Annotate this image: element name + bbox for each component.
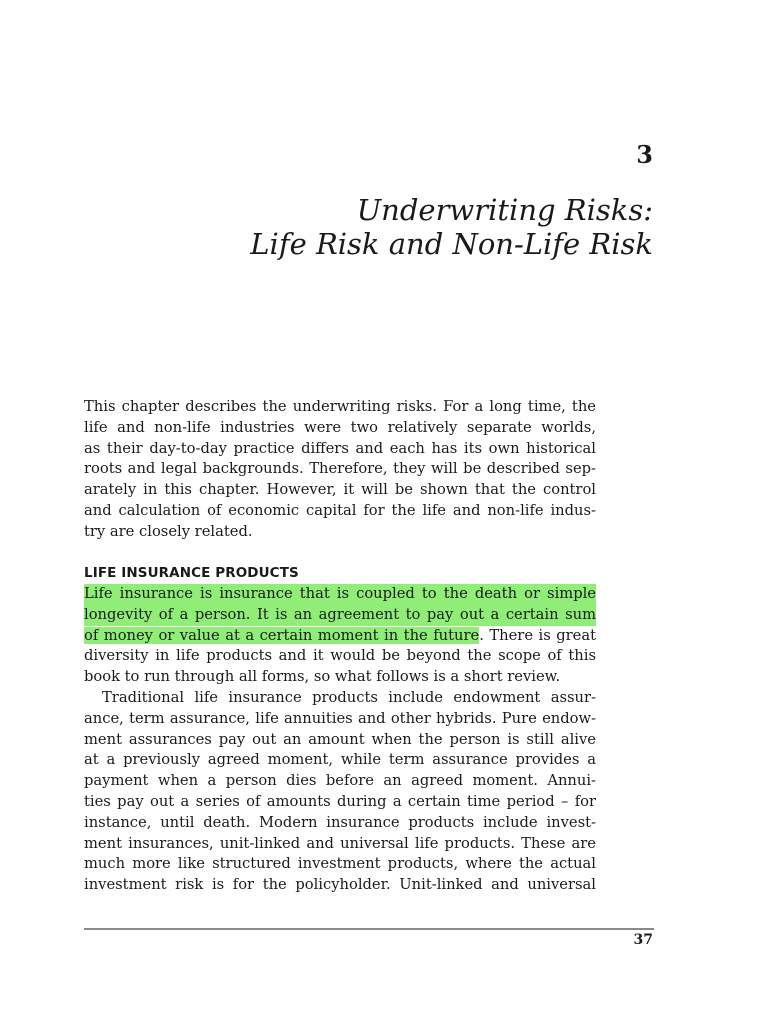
mixed-line (84, 626, 596, 647)
body-line: diversity in life products and it would be beyond the scope of this (84, 647, 596, 665)
body-line: at a previously agreed moment, while term assurance provides a (84, 751, 596, 769)
intro-line: life and non-life industries were two relatively separate worlds, (84, 418, 596, 436)
intro-line: arately in this chapter. However, it will be shown that the control (84, 481, 596, 499)
body-line: payment when a person dies before an agreed moment. Annui- (84, 772, 596, 790)
section-body (84, 584, 596, 896)
body-line: investment risk is for the policyholder. Unit-linked and universal (84, 876, 596, 894)
body-line: much more like structured investment products, where the actual (84, 855, 596, 873)
body-line: ment insurances, unit-linked and universal life products. These are (84, 834, 596, 852)
plain-text: . There is great (479, 626, 596, 644)
intro-line: and calculation of economic capital for the life and non-life indus- (84, 501, 596, 519)
body-line: ment assurances pay out an amount when the person is still alive (84, 730, 596, 748)
chapter-title-line-2: Life Risk and Non-Life Risk (250, 227, 653, 261)
body-line: ance, term assurance, life annuities and other hybrids. Pure endow- (84, 709, 596, 727)
highlighted-line: Life insurance is insurance that is coupled to the death or simple (84, 584, 596, 605)
chapter-title-line-1: Underwriting Risks: (356, 193, 653, 227)
body-line: ties pay out a series of amounts during a certain time period – for (84, 792, 596, 810)
intro-line: roots and legal backgrounds. Therefore, they will be described sep- (84, 460, 596, 478)
body-line: Traditional life insurance products include endowment assur- (102, 688, 596, 706)
intro-line: try are closely related. (84, 522, 253, 540)
intro-line: as their day-to-day practice differs and each has its own historical (84, 439, 596, 457)
page-number: 37 (633, 932, 653, 948)
body-line: instance, until death. Modern insurance products include invest- (84, 813, 596, 831)
intro-line: This chapter describes the underwriting risks. For a long time, the (84, 398, 596, 415)
highlighted-text: of money or value at a certain moment in the future (84, 626, 480, 644)
chapter-number: 3 (636, 140, 653, 169)
intro-paragraph (84, 397, 596, 543)
highlighted-line: longevity of a person. It is an agreement to pay out a certain sum (84, 605, 596, 626)
body-line: book to run through all forms, so what follows is a short review. (84, 668, 561, 686)
chapter-title (133, 193, 653, 261)
section-heading: LIFE INSURANCE PRODUCTS (84, 565, 299, 581)
footer-rule (84, 928, 654, 930)
